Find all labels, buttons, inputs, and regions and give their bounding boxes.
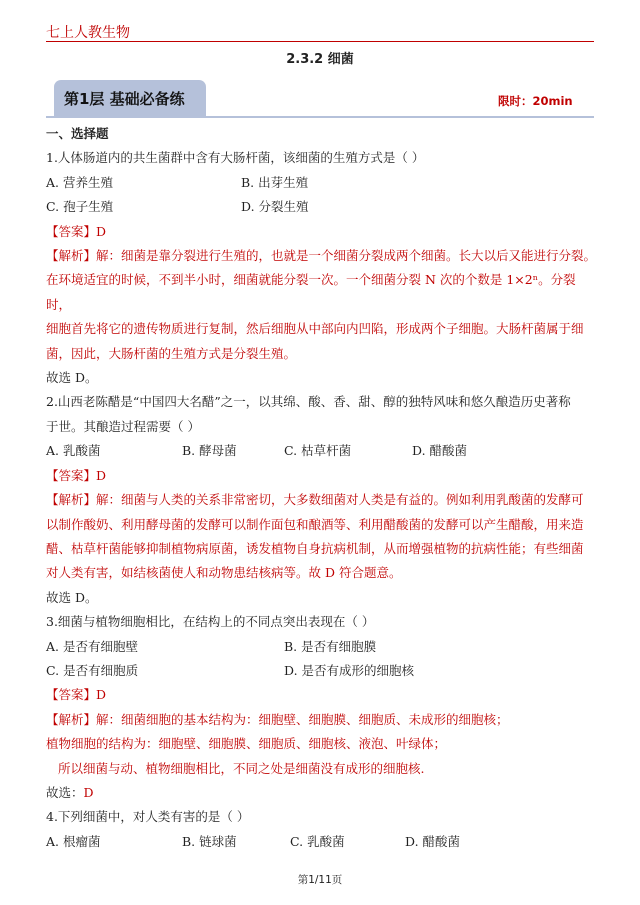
question-2-answer: [46, 464, 598, 488]
analysis-line: 细胞首先将它的遗传物质进行复制，然后细胞从中部向内凹陷，形成两个子细胞。大肠杆菌属于细: [46, 321, 584, 337]
question-3-analysis: [46, 708, 598, 732]
analysis-line: 解：细菌与人类的关系非常密切，大多数细菌对人类是有益的。例如利用乳酸菌的发酵可: [96, 492, 584, 508]
option-d: D. 是否有成形的细胞核: [284, 662, 415, 678]
option-c: C. 孢子生殖: [46, 199, 114, 215]
analysis-line: 植物细胞的结构为：细胞壁、细胞膜、细胞质、细胞核、液泡、叶绿体；: [46, 736, 447, 752]
answer-tag: 【答案】: [46, 687, 97, 703]
conclusion-value: D: [83, 784, 94, 800]
analysis-line: 以制作酸奶、利用酵母菌的发酵可以制作面包和酿酒等、利用醋酸菌的发酵可以产生醋酸，用来造: [46, 516, 584, 532]
question-2-analysis: [46, 488, 598, 512]
option-c: C. 枯草杆菌: [284, 443, 352, 459]
answer-tag: 【答案】: [46, 467, 97, 483]
analysis-line: 对人类有害，如结核菌使人和动物患结核病等。故 D 符合题意。: [46, 565, 402, 581]
answer-value: D: [96, 687, 107, 703]
question-1-stem: 1.人体肠道内的共生菌群中含有大肠杆菌，该细菌的生殖方式是（ ）: [46, 150, 425, 166]
option-c: C. 是否有细胞质: [46, 662, 139, 678]
option-a: A. 根瘤菌: [46, 833, 101, 849]
option-d: D. 醋酸菌: [412, 443, 468, 459]
section-heading: 一、选择题: [46, 126, 109, 141]
analysis-line: 解：细菌是靠分裂进行生殖的，也就是一个细菌分裂成两个细菌。长大以后又能进行分裂。: [96, 248, 597, 264]
analysis-tag: 【解析】: [46, 248, 97, 264]
option-b: B. 出芽生殖: [241, 174, 309, 190]
question-4-stem: 4.下列细菌中，对人类有害的是（ ）: [46, 809, 250, 825]
book-title: 七上人教生物: [46, 25, 130, 41]
analysis-tag: 【解析】: [46, 492, 97, 508]
question-2-conclusion: 故选 D。: [46, 589, 98, 605]
option-a: A. 乳酸菌: [46, 443, 101, 459]
answer-tag: 【答案】: [46, 223, 97, 239]
question-1-options-row-2: [46, 195, 598, 219]
question-1-options-row-1: [46, 171, 598, 195]
analysis-line: 菌，因此，大肠杆菌的生殖方式是分裂生殖。: [46, 345, 297, 361]
question-3-options-row-2: [46, 659, 598, 683]
analysis-line: 在环境适宜的时候，不到半小时，细菌就能分裂一次。一个细菌分裂 N 次的个数是 1×2ⁿ。分裂时，: [46, 272, 576, 312]
analysis-line: 解：细菌细胞的基本结构为：细胞壁、细胞膜、细胞质、未成形的细胞核；: [96, 711, 509, 727]
question-3-stem: 3.细菌与植物细胞相比，在结构上的不同点突出表现在（ ）: [46, 614, 375, 630]
page-number: 第1/11页: [297, 874, 343, 886]
conclusion-label: 故选：: [46, 784, 84, 800]
question-2-stem: 2.山西老陈醋是“中国四大名醋”之一，以其绵、酸、香、甜、醇的独特风味和悠久酿造历史著称: [46, 394, 571, 410]
question-content: [46, 122, 598, 854]
option-b: B. 链球菌: [182, 833, 237, 849]
answer-value: D: [96, 223, 107, 239]
question-3-options-row-1: [46, 635, 598, 659]
level-label: 第1层 基础必备练: [64, 90, 185, 108]
header-divider: [46, 41, 594, 42]
option-d: D. 醋酸菌: [405, 833, 461, 849]
option-d: D. 分裂生殖: [241, 199, 309, 215]
analysis-line: 所以细菌与动、植物细胞相比，不同之处是细菌没有成形的细胞核.: [58, 760, 425, 776]
question-2-stem-cont: 于世。其酿造过程需要（ ）: [46, 418, 200, 434]
question-4-options: [46, 830, 598, 854]
question-1-conclusion: 故选 D。: [46, 370, 98, 386]
question-2-options: [46, 439, 598, 463]
question-1-analysis: [46, 244, 598, 268]
option-a: A. 是否有细胞壁: [46, 638, 138, 654]
level-divider: [46, 116, 594, 118]
analysis-line: 醋、枯草杆菌能够抑制植物病原菌，诱发植物自身抗病机制，从而增强植物的抗病性能；有些细菌: [46, 540, 584, 556]
analysis-tag: 【解析】: [46, 711, 97, 727]
question-1-answer: [46, 220, 598, 244]
answer-value: D: [96, 467, 107, 483]
question-3-answer: [46, 683, 598, 707]
time-limit: 限时：20min: [498, 94, 573, 108]
question-3-conclusion: [46, 781, 598, 805]
option-c: C. 乳酸菌: [290, 833, 345, 849]
option-a: A. 营养生殖: [46, 174, 113, 190]
option-b: B. 酵母菌: [182, 443, 237, 459]
page-title: 2.3.2 细菌: [286, 52, 354, 67]
option-b: B. 是否有细胞膜: [284, 638, 377, 654]
